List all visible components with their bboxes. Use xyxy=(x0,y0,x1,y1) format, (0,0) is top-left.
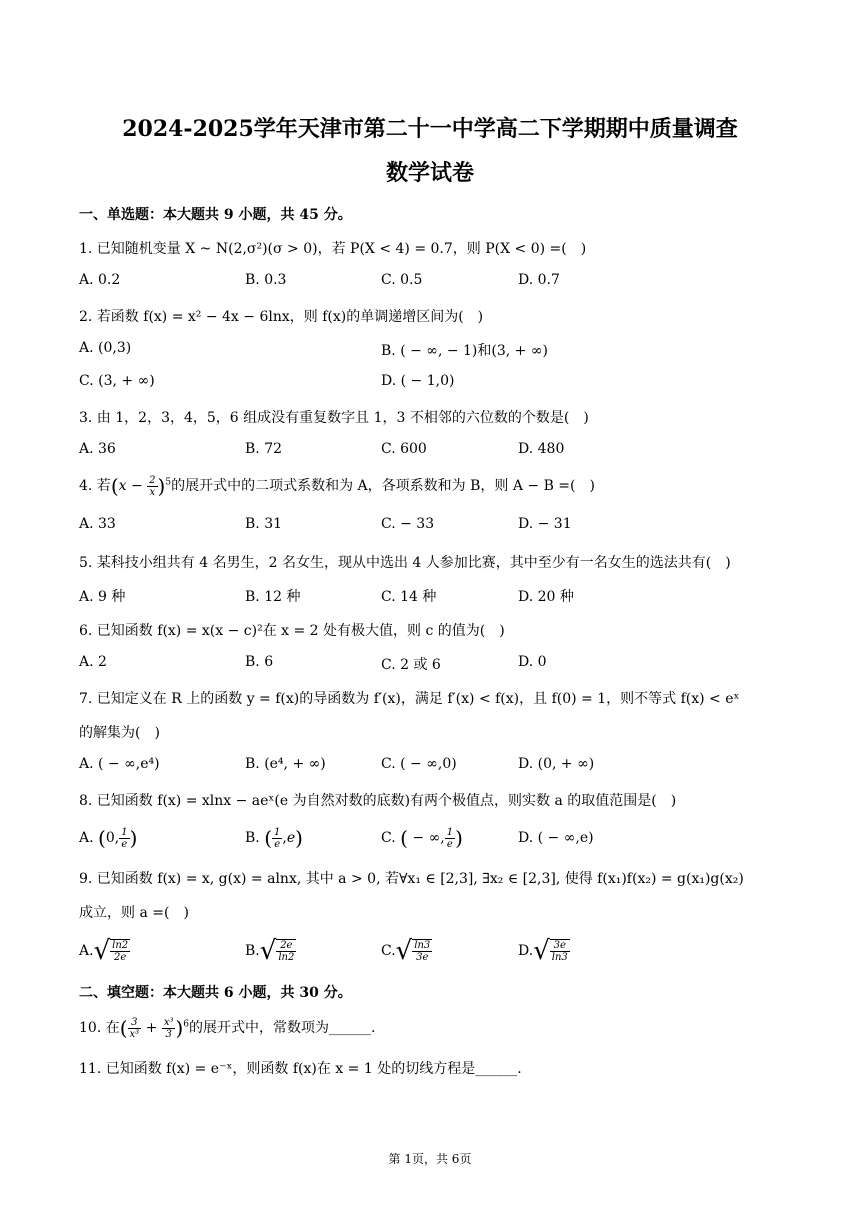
q3-option-a: A. 36 xyxy=(79,441,116,457)
q8-option-a: A. (0, $\frac{1}{e}$ ) xyxy=(79,826,138,850)
q4-option-d: D. − 31 xyxy=(518,516,572,532)
q9-option-c: C.√ $\frac{\ln 3}{3e}$ xyxy=(381,936,431,966)
q4-stem-prefix: 4. 若 xyxy=(79,478,111,494)
q5-option-d: D. 20 种 xyxy=(518,589,574,605)
q9-option-a: A.√ $\frac{\ln 2}{2e}$ xyxy=(79,936,129,966)
q7-option-d: D. (0, + ∞) xyxy=(518,756,595,772)
q6-option-a: A. 2 xyxy=(79,654,107,670)
q4-option-c: C. − 33 xyxy=(381,516,435,532)
q5-option-c: C. 14 种 xyxy=(381,589,437,605)
question-10-stem: 10. 在( $\frac{3}{\text{x³}}$ + $\frac{\text{x³}}{3}$ )$^6$的展开式中，常数项为______. xyxy=(79,1016,376,1040)
q3-option-b: B. 72 xyxy=(245,441,283,457)
page-footer: 第 1页，共 6页 xyxy=(388,1152,472,1166)
q8-option-c: C. ( − ∞, $\frac{1}{e}$ ) xyxy=(381,826,463,850)
question-5-stem: 5. 某科技小组共有 4 名男生，2 名女生，现从中选出 4 人参加比赛，其中至少有一名女生的选法共有( ) xyxy=(79,555,731,571)
question-6-stem: 6. 已知函数 f(x) = x(x − c)²在 x = 2 处有极大值，则 c 的值为( ) xyxy=(79,623,505,639)
question-7-stem-continued: 的解集为( ) xyxy=(79,725,160,741)
q1-option-a: A. 0.2 xyxy=(79,272,121,288)
question-7-stem: 7. 已知定义在 R 上的函数 y = f(x)的导函数为 f′(x)，满足 f′(x) < f(x)，且 f(0) = 1，则不等式 f(x) < eˣ xyxy=(79,691,740,707)
page-title: 2024-2025学年天津市第二十一中学高二下学期期中质量调查 xyxy=(122,116,738,142)
question-8-stem: 8. 已知函数 f(x) = xlnx − aeˣ(e 为自然对数的底数)有两个极值点，则实数 a 的取值范围是( ) xyxy=(79,793,677,809)
q4-option-a: A. 33 xyxy=(79,516,116,532)
q4-option-b: B. 31 xyxy=(245,516,283,532)
q6-option-c: C. 2 或 6 xyxy=(381,657,441,673)
page-subtitle: 数学试卷 xyxy=(385,160,474,186)
q2-option-c: C. (3, + ∞) xyxy=(79,373,155,389)
question-1-stem: 1. 已知随机变量 X ~ N(2,σ²)(σ > 0)，若 P(X < 4) = 0.7，则 P(X < 0) =( ) xyxy=(79,241,587,257)
section-heading-fill-in: 二、填空题：本大题共 6 小题，共 30 分。 xyxy=(79,985,352,1001)
q8-option-d: D. ( − ∞,e) xyxy=(518,830,594,846)
q3-option-d: D. 480 xyxy=(518,441,565,457)
q7-option-c: C. ( − ∞,0) xyxy=(381,756,457,772)
question-4-stem: 4. 若(x − $\frac{2}{x}$ )$^5$的展开式中的二项式系数和为 A，各项系数和为 B，则 A − B =( ) xyxy=(79,474,595,498)
q1-option-d: D. 0.7 xyxy=(518,272,560,288)
q2-option-d: D. ( − 1,0) xyxy=(381,373,455,389)
question-9-stem: 9. 已知函数 f(x) = x, g(x) = alnx, 其中 a > 0, 若∀x₁ ∈ [2,3], ∃x₂ ∈ [2,3], 使得 f(x₁)f(x₂) = g(x₁)g(x₂) xyxy=(79,871,744,887)
section-heading-single-choice: 一、单选题：本大题共 9 小题，共 45 分。 xyxy=(79,207,352,223)
question-9-stem-continued: 成立，则 a =( ) xyxy=(79,905,189,921)
q9-option-d: D.√ $\frac{3e}{\ln 3}$ xyxy=(518,936,568,966)
q1-option-c: C. 0.5 xyxy=(381,272,423,288)
q8-option-b: B. ( $\frac{1}{e}$ ,e) xyxy=(245,826,303,850)
q3-option-c: C. 600 xyxy=(381,441,427,457)
q5-option-a: A. 9 种 xyxy=(79,589,126,605)
q1-option-b: B. 0.3 xyxy=(245,272,287,288)
question-2-stem: 2. 若函数 f(x) = x² − 4x − 6lnx，则 f(x)的单调递增区间为( ) xyxy=(79,309,484,325)
q6-option-d: D. 0 xyxy=(518,654,547,670)
question-11-stem: 11. 已知函数 f(x) = e⁻ˣ，则函数 f(x)在 x = 1 处的切线方程是______. xyxy=(79,1061,522,1077)
q9-option-b: B.√ $\frac{2e}{\ln 2}$ xyxy=(245,936,295,966)
q2-option-a: A. (0,3) xyxy=(79,340,132,356)
question-3-stem: 3. 由 1，2，3，4，5，6 组成没有重复数字且 1，3 不相邻的六位数的个数是( ) xyxy=(79,410,589,426)
q2-option-b: B. ( − ∞, − 1)和(3, + ∞) xyxy=(381,343,548,359)
q7-option-a: A. ( − ∞,e⁴) xyxy=(79,756,160,772)
q7-option-b: B. (e⁴, + ∞) xyxy=(245,756,326,772)
q5-option-b: B. 12 种 xyxy=(245,589,301,605)
q4-stem-suffix: 的展开式中的二项式系数和为 A，各项系数和为 B，则 A − B =( ) xyxy=(171,478,595,494)
q6-option-b: B. 6 xyxy=(245,654,274,670)
